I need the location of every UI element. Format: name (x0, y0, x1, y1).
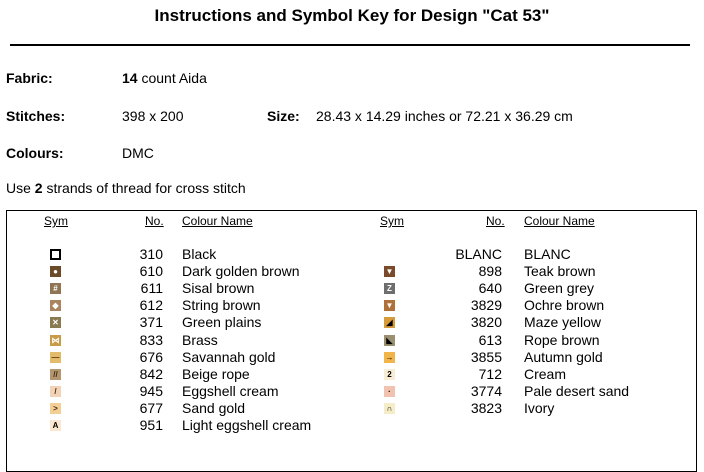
colours-label: Colours: (6, 145, 64, 161)
fabric-count: 14 (122, 70, 138, 86)
colour-name: String brown (182, 297, 261, 314)
dmc-number: 3823 (470, 399, 502, 416)
colour-name: Ivory (524, 399, 555, 416)
dot-icon: · (384, 386, 395, 397)
strand-count: 2 (34, 180, 43, 196)
key-row (0, 349, 700, 366)
key-row (0, 263, 700, 280)
diamond-icon: ◆ (50, 300, 61, 311)
header-no-left: No. (145, 214, 164, 228)
size-value: 28.43 x 14.29 inches or 72.21 x 36.29 cm (316, 108, 573, 124)
colour-name: Sand gold (182, 399, 246, 416)
note-suffix: strands of thread for cross stitch (46, 180, 246, 196)
colour-name: Eggshell cream (182, 382, 279, 399)
note-prefix: Use (6, 180, 31, 196)
x-icon: ✕ (50, 317, 61, 328)
key-row (0, 246, 700, 263)
dmc-number: BLANC (455, 246, 502, 262)
dmc-number: 613 (478, 331, 502, 348)
dmc-number: 833 (139, 331, 163, 348)
dmc-number: 611 (140, 280, 163, 297)
colour-name: Ochre brown (524, 297, 605, 314)
key-row (0, 400, 700, 417)
colour-name: Sisal brown (182, 280, 255, 297)
colour-name: BLANC (524, 246, 571, 262)
key-row (0, 297, 700, 314)
dmc-number: 371 (139, 314, 163, 331)
bowtie-icon: ⋈ (51, 335, 60, 345)
double-slash-icon: // (50, 369, 61, 380)
size-label: Size: (267, 108, 300, 124)
dmc-number: 945 (139, 382, 163, 399)
dmc-number: 3855 (470, 348, 502, 365)
dmc-number: 898 (478, 263, 502, 280)
dash-icon: — (51, 352, 60, 362)
fabric-label: Fabric: (6, 70, 53, 86)
blank-icon (384, 249, 395, 260)
letter-z-icon: Z (384, 283, 395, 294)
arrow-right-icon: → (385, 352, 394, 362)
key-row (0, 383, 700, 400)
stitches-value: 398 x 200 (122, 108, 184, 124)
dmc-number: 3829 (470, 297, 502, 314)
header-sym-right: Sym (380, 214, 404, 228)
header-sym-left: Sym (44, 214, 68, 228)
dmc-number: 842 (139, 365, 163, 382)
fabric-value (122, 70, 207, 86)
colour-name: Light eggshell cream (182, 417, 312, 433)
dmc-number: 676 (139, 348, 163, 365)
fabric-count-suffix: count Aida (141, 70, 207, 86)
letter-a-icon: A (50, 420, 61, 431)
triangle-down-icon: ▼ (385, 301, 394, 311)
page-title: Instructions and Symbol Key for Design "Cat 53" (154, 6, 550, 25)
colour-name: Green grey (524, 280, 595, 297)
dmc-number: 3820 (470, 314, 502, 331)
dmc-number: 310 (139, 246, 163, 262)
colour-name: Rope brown (524, 331, 600, 348)
colours-value: DMC (122, 145, 154, 161)
thread-note (6, 180, 246, 196)
triangle-down-icon: ▼ (385, 267, 394, 277)
key-row (0, 314, 700, 331)
colour-name: Savannah gold (182, 348, 276, 365)
dmc-number: 951 (139, 417, 163, 433)
key-row (0, 280, 700, 297)
colour-name: Beige rope (182, 365, 250, 382)
key-row (0, 332, 700, 349)
dmc-number: 610 (139, 263, 163, 280)
dmc-number: 640 (478, 280, 502, 297)
colour-name: Teak brown (524, 263, 596, 280)
colour-name: Cream (524, 365, 567, 382)
colour-name: Autumn gold (524, 348, 603, 365)
colour-name: Black (182, 246, 217, 262)
key-row (0, 417, 700, 434)
header-name-left: Colour Name (182, 214, 253, 228)
colour-name: Dark golden brown (182, 263, 300, 280)
digit-two-icon: 2 (384, 369, 395, 380)
greater-than-icon: > (50, 403, 61, 414)
corner-triangle-icon: ◢ (384, 317, 395, 328)
corner-triangle-icon: ◣ (384, 335, 395, 346)
dmc-number: 677 (139, 399, 163, 416)
key-row (0, 366, 700, 383)
dmc-number: 3774 (470, 382, 502, 399)
arch-icon: ∩ (384, 403, 395, 414)
colour-name: Brass (182, 331, 218, 348)
dmc-number: 612 (139, 297, 163, 314)
colour-name: Maze yellow (524, 314, 602, 331)
stitches-label: Stitches: (6, 108, 66, 124)
hash-icon: # (50, 283, 61, 294)
colour-name: Green plains (182, 314, 262, 331)
slash-icon: / (50, 386, 61, 397)
title-divider (10, 44, 690, 46)
colour-name: Pale desert sand (524, 382, 630, 399)
header-name-right: Colour Name (524, 214, 595, 228)
circle-icon: ● (50, 266, 61, 277)
header-no-right: No. (486, 214, 505, 228)
dmc-number: 712 (478, 365, 502, 382)
